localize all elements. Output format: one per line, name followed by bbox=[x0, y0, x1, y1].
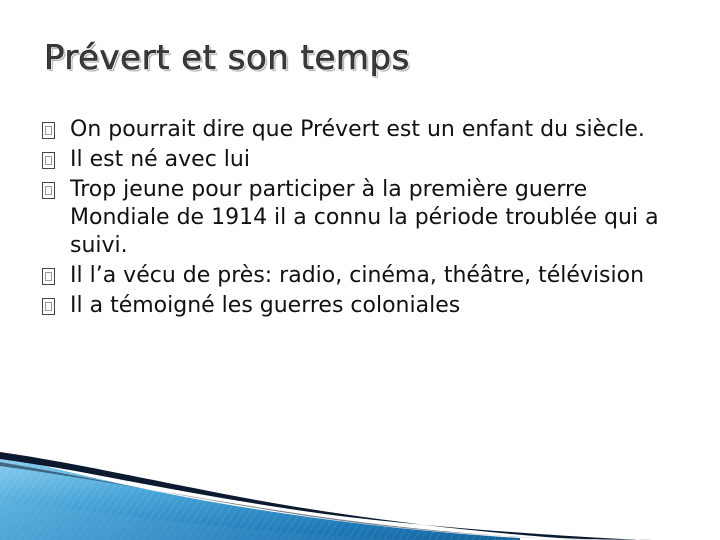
bullet-item bbox=[40, 116, 680, 144]
bullet-text: Il a témoigné les guerres coloniales bbox=[70, 293, 461, 318]
bullet-text: On pourrait dire que Prévert est un enfant du siècle. bbox=[70, 117, 645, 142]
square-bullet-icon bbox=[42, 122, 55, 139]
slide-title: Prévert et son temps bbox=[44, 38, 410, 78]
square-bullet-icon bbox=[42, 152, 55, 169]
square-bullet-icon bbox=[42, 298, 55, 315]
bullet-text: Il est né avec lui bbox=[70, 147, 250, 172]
bullet-item bbox=[40, 176, 680, 260]
bullet-text: Trop jeune pour participer à la première guerre Mondiale de 1914 il a connu la période troublée qui a suivi. bbox=[70, 177, 659, 258]
bullet-list bbox=[40, 116, 680, 322]
square-bullet-icon bbox=[42, 268, 55, 285]
bullet-item bbox=[40, 262, 680, 290]
bullet-item bbox=[40, 146, 680, 174]
bullet-text: Il l’a vécu de près: radio, cinéma, théâtre, télévision bbox=[70, 263, 645, 288]
square-bullet-icon bbox=[42, 182, 55, 199]
bullet-item bbox=[40, 292, 680, 320]
